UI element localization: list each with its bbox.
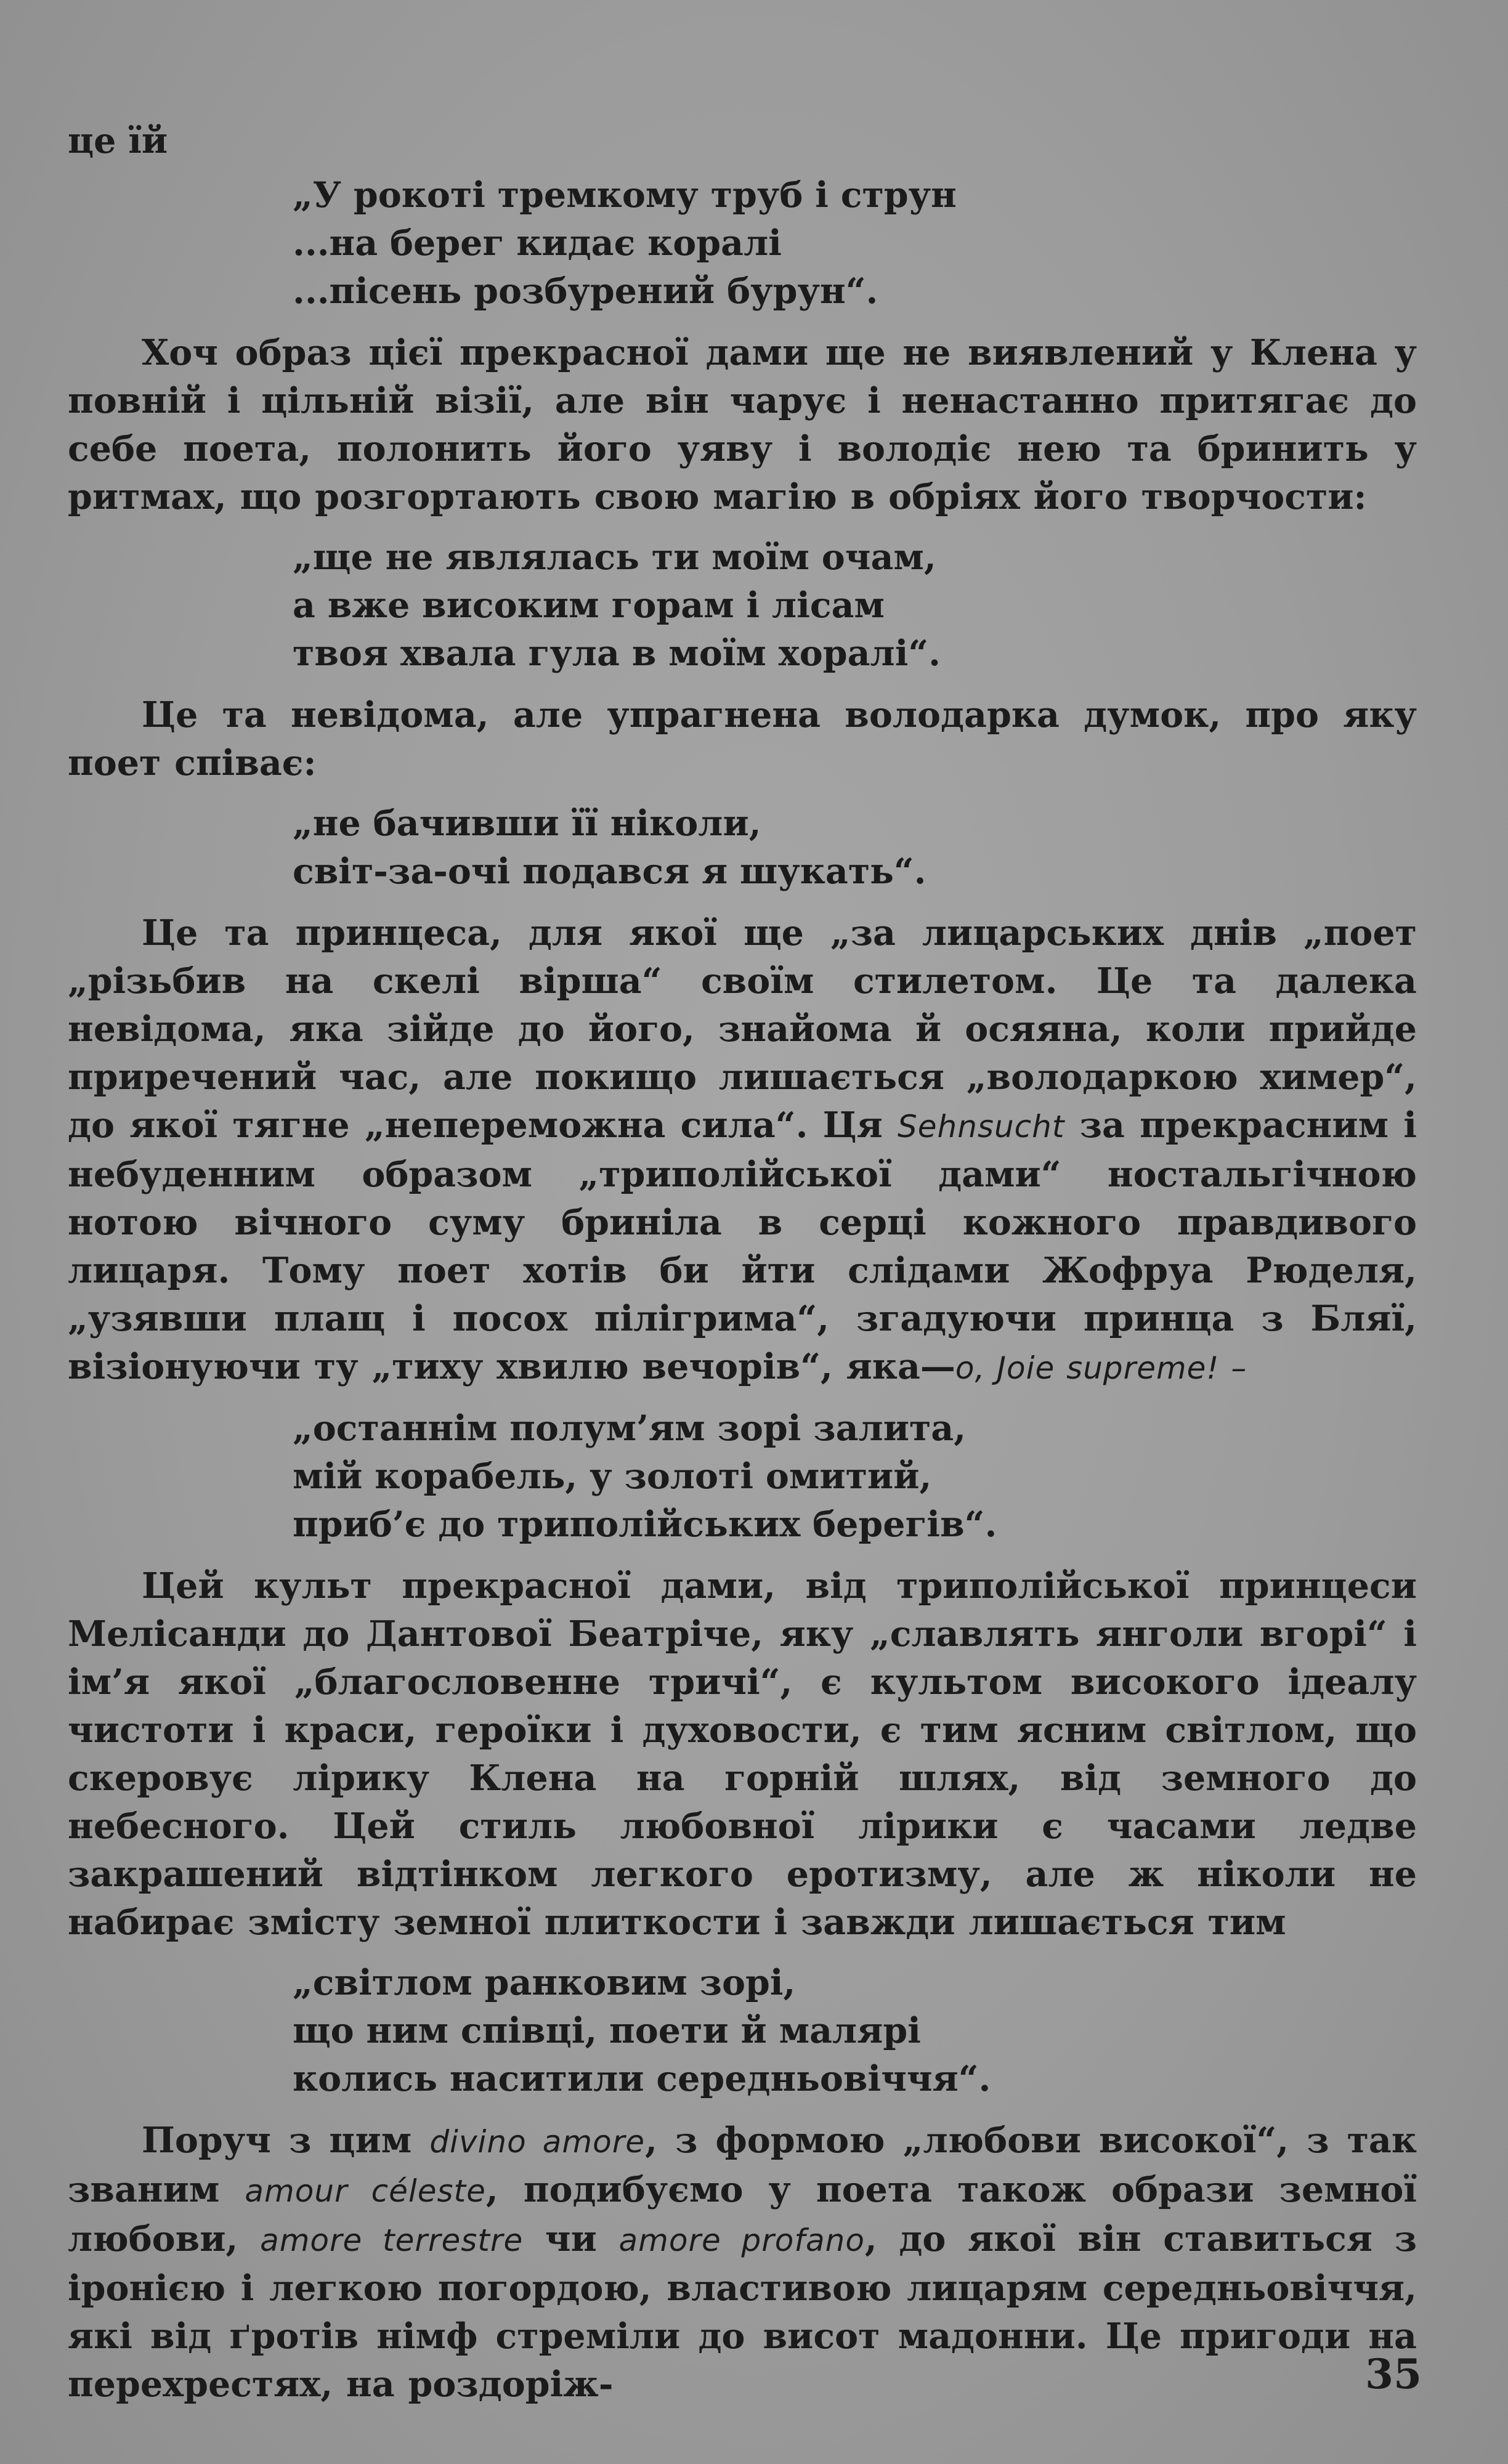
verse-line: мій корабель, у золоті омитий, xyxy=(293,1456,932,1497)
foreign-term-amour-celeste: amour céleste xyxy=(245,2173,486,2209)
foreign-term-sehnsucht: Sehnsucht xyxy=(898,1109,1065,1145)
verse-line: світ-за-очі подався я шукать“. xyxy=(293,851,926,892)
verse-line: приб’є до триполійських берегів“. xyxy=(293,1504,997,1545)
foreign-term-amore-terrestre: amore terrestre xyxy=(260,2223,524,2258)
body-text xyxy=(68,117,1417,2421)
verse-quote-4 xyxy=(68,1404,1417,1549)
paragraph-5 xyxy=(68,2117,1417,2409)
paragraph-5-text-c: , подибуємо у поета також образи земної любови, xyxy=(68,2169,1417,2259)
verse-quote-1 xyxy=(68,171,1417,315)
paragraph-5-text-d: чи xyxy=(545,2218,597,2259)
verse-quote-5 xyxy=(68,1959,1417,2103)
paragraph-3-text-b: за прекрасним і небуденним образом „триполійської дами“ ностальгічною нотою вічного суму бриніла в серці кожного правдивого лицаря. Тому поет хотів би йти слідами Жофруа Рюделя, „узявши плащ і посох пілігрима“, згадуючи принца з Бляї, візіонуючи ту „тиху хвилю вечорів“, яка— xyxy=(68,1104,1417,1387)
verse-line: а вже високим горам і лісам xyxy=(293,585,885,626)
verse-quote-2 xyxy=(68,533,1417,678)
paragraph-1: Хоч образ цієї прекрасної дами ще не виявлений у Клена у повній і цільній візії, але він чарує і ненастанно притягає до себе поета, полонить його уяву і володіє нею та бринить у ритмах, що розгортають свою магію в обріях його творчости: xyxy=(68,332,1417,517)
verse-line: колись наситили середньовіччя“. xyxy=(293,2058,991,2099)
verse-line: „останнім полум’ям зорі залита, xyxy=(293,1408,967,1449)
page-number: 35 xyxy=(1365,2350,1422,2398)
verse-line: „ще не являлась ти моїм очам, xyxy=(293,537,936,578)
paragraph-5-text-a: Поруч з цим xyxy=(142,2120,412,2161)
lead-text: це їй xyxy=(68,120,168,161)
paragraph-3-text-a: Це та принцеса, для якої ще „за лицарських днів „поет „різьбив на скелі вірша“ своїм стилетом. Це та далека невідома, яка зійде до його, знайома й осяяна, коли прийде приречений час, але покищо лишається „володаркою химер“, до якої тягне „непереможна сила“. Ця xyxy=(68,912,1417,1146)
verse-line: ...на берег кидає коралі xyxy=(293,222,782,264)
verse-quote-3 xyxy=(68,800,1417,896)
verse-line: „світлом ранковим зорі, xyxy=(293,1962,796,2003)
paragraph-5-text-e: , до якої він ставиться з іронією і легкою погордою, властивою лицарям середньовіччя, які від ґротів німф стреміли до висот мадонни. Це пригоди на перехрестях, на роздоріж- xyxy=(68,2218,1417,2405)
verse-line: „У рокоті тремкому труб і струн xyxy=(293,174,957,216)
verse-line: „не бачивши її ніколи, xyxy=(293,803,761,844)
verse-line: твоя хвала гула в моїм хоралі“. xyxy=(293,633,941,674)
paragraph-4: Цей культ прекрасної дами, від триполійської принцеси Мелісанди до Дантової Беатріче, яку „славлять янголи вгорі“ і ім’я якої „благословенне тричі“, є культом високого ідеалу чистоти і краси, героїки і духовости, є тим ясним світлом, що скеровує лірику Клена на горній шлях, від земного до небесного. Цей стиль любовної лірики є часами ледве закрашений відтінком легкого еротизму, але ж ніколи не набирає змісту земної плиткости і завжди лишається тим xyxy=(68,1565,1417,1943)
foreign-term-amore-profano: amore profano xyxy=(618,2223,865,2258)
paragraph-2: Це та невідома, але упрагнена володарка думок, про яку поет співає: xyxy=(68,694,1417,784)
verse-line: що ним співці, поети й малярі xyxy=(293,2010,921,2051)
foreign-term-divino-amore: divino amore xyxy=(429,2124,646,2160)
verse-line: ...пісень розбурений бурун“. xyxy=(293,270,878,312)
paragraph-5-text-b: , з формою „любови високої“, з так званим xyxy=(68,2120,1417,2210)
paragraph-3 xyxy=(68,909,1417,1392)
foreign-term-joie-supreme: o, Joie supreme! – xyxy=(955,1350,1247,1386)
